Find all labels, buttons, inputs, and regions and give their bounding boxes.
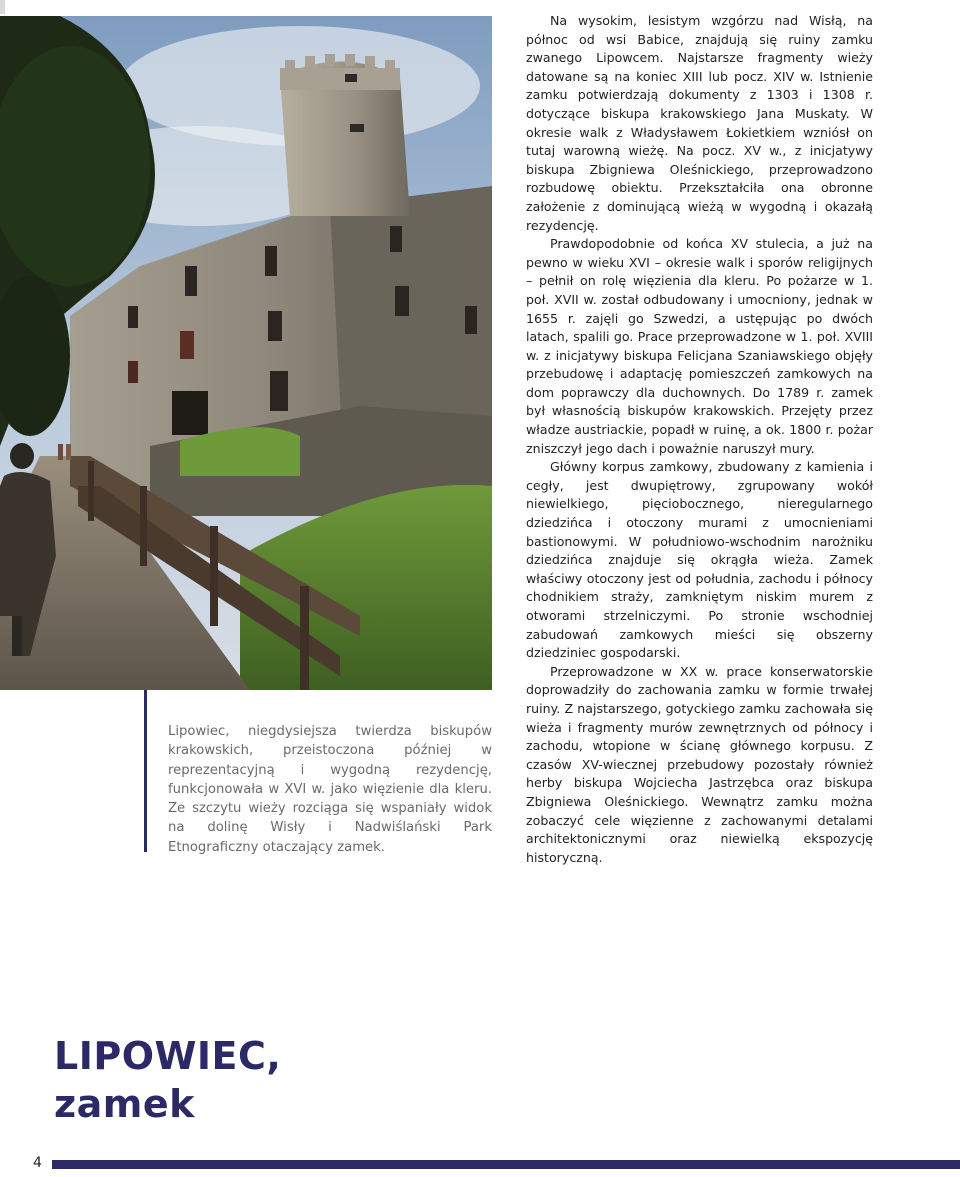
- article-paragraph-1: Na wysokim, lesistym wzgórzu nad Wisłą, na północ od wsi Babice, znajdują się ruiny zamku zwanego Lipowcem. Najstarsze fragmenty wieży datowane są na koniec XIII lub pocz. XIV w. Istnienie zamku potwierdzają dokumenty z 1303 i 1308 r. dotyczące biskupa krakowskiego Jana Muskaty. W okresie walk z Władysławem Łokietkiem wzniósł on tutaj warowną wieżę. Na pocz. XV w., z inicjatywy biskupa Zbigniewa Oleśnickiego, przeprowadzono rozbudowę obiektu. Przekształciła ona obronne założenie z dominującą wieżą w wygodną i okazałą rezydencję.: [526, 13, 873, 233]
- caption-rule: [144, 690, 147, 852]
- article-paragraph-3: Główny korpus zamkowy, zbudowany z kamienia i cegły, jest dwupiętrowy, zgrupowany wokół niewielkiego, pięciobocznego, nieregularnego dziedzińca i otoczony murami z umocnieniami bastionowymi. W południowo-wschodnim narożniku dziedzińca znajduje się okrągła wieża. Zamek właściwy otoczony jest od południa, zachodu i północy chodnikiem straży, zamkniętym niskim murem z otworami strzelniczymi. Po stronie wschodniej zabudowań zamkowych mieści się obszerny dziedziniec gospodarski.: [526, 459, 873, 661]
- page-title: [54, 1032, 281, 1128]
- corner-mark: [0, 0, 5, 14]
- page-number: 4: [33, 1155, 42, 1171]
- page-title-line-1: LIPOWIEC,: [54, 1034, 282, 1078]
- photo-caption: Lipowiec, niegdysiejsza twierdza biskupów krakowskich, przeistoczona później w reprezentacyjną i wygodną rezydencję, funkcjonowała w XVI w. jako więzienie dla kleru. Ze szczytu wieży rozciąga się wspaniały widok na dolinę Wisły i Nadwiślański Park Etnograficzny otaczający zamek.: [168, 724, 492, 855]
- castle-photo: [0, 16, 492, 690]
- article-paragraph-4: Przeprowadzone w XX w. prace konserwatorskie doprowadziły do zachowania zamku w formie trwałej ruiny. Z najstarszego, gotyckiego zamku zachowała się wieża i fragmenty murów zewnętrznych od północy i zachodu, wtopione w ścianę głównego korpusu. Z czasów XV-wiecznej przebudowy pozostały również herby biskupa Wojciecha Jastrzębca oraz biskupa Zbigniewa Oleśnickiego. Wewnątrz zamku można zobaczyć cele więzienne z zachowanymi detalami architektonicznymi oraz niewielką ekspozycję historyczną.: [526, 663, 873, 865]
- footer-bar: [52, 1160, 960, 1169]
- article-paragraph-2: Prawdopodobnie od końca XV stulecia, a już na pewno w wieku XVI – okresie walk i sporów religijnych – pełnił on rolę więzienia dla kleru. Po pożarze w 1. poł. XVII w. został odbudowany i umocniony, jednak w 1655 r. zajęli go Szwedzi, a ustępując po dwóch latach, spalili go. Prace przeprowadzone w 1. poł. XVIII w. z inicjatywy biskupa Felicjana Szaniawskiego objęły przebudowę i adaptację pomieszczeń zamkowych na dom poprawczy dla duchownych. Do 1789 r. zamek był własnością biskupów krakowskich. Przejęty przez władze austriackie, popadł w ruinę, a ok. 1800 r. pożar zniszczył jego dach i poważnie naruszył mury.: [526, 236, 873, 456]
- page-title-line-2: zamek: [54, 1082, 195, 1126]
- article-body: [526, 12, 873, 867]
